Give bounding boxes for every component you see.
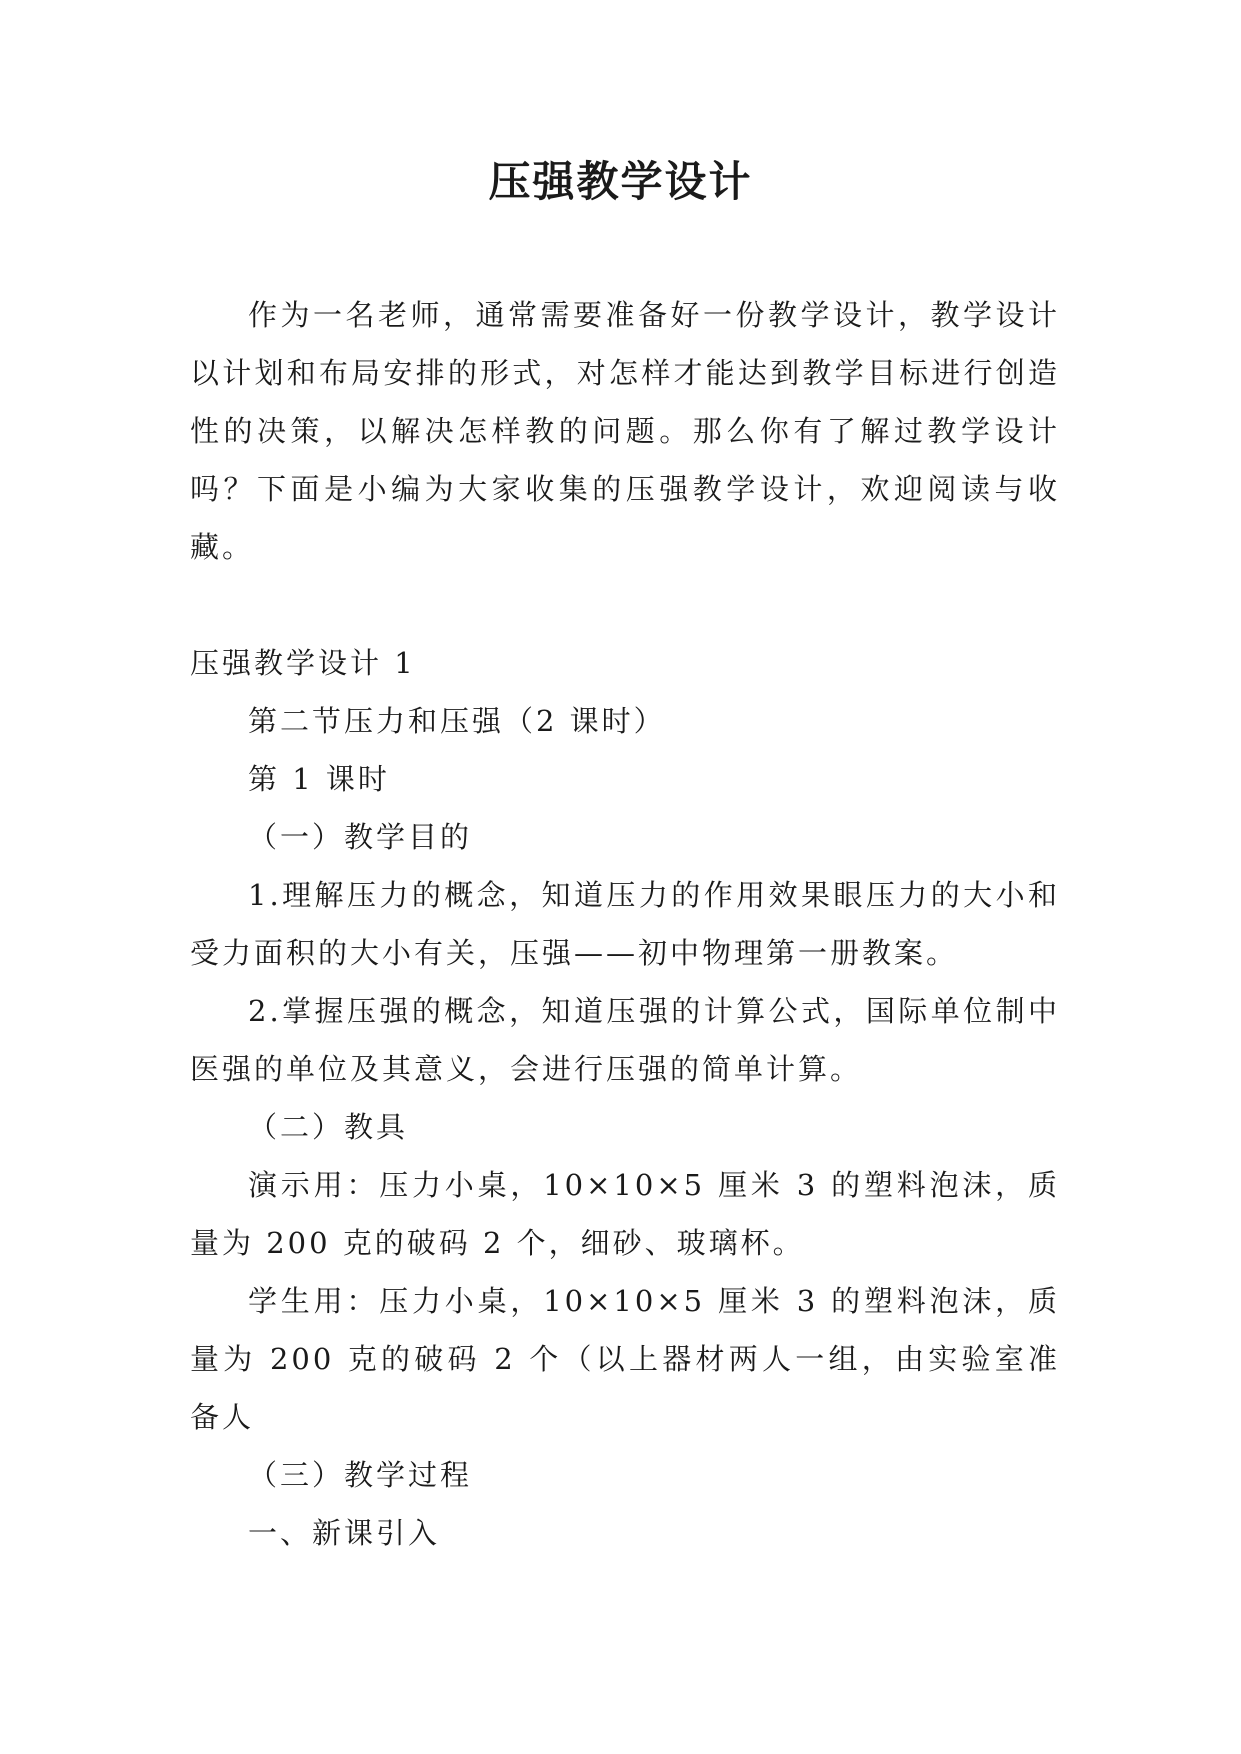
lesson-title: 第二节压力和压强（2 课时） <box>248 704 666 738</box>
document-body <box>190 286 1060 1562</box>
objectives-heading: （一）教学目的 <box>248 820 473 854</box>
teaching-aids-heading: （二）教具 <box>248 1110 409 1144</box>
demo-equipment: 演示用：压力小桌，10×10×5 厘米 3 的塑料泡沫，质量为 200 克的破码 2 个，细砂、玻璃杯。 <box>190 1168 1060 1260</box>
student-equipment: 学生用：压力小桌，10×10×5 厘米 3 的塑料泡沫，质量为 200 克的破码 2 个（以上器材两人一组，由实验室准备人 <box>190 1284 1060 1434</box>
process-heading: （三）教学过程 <box>248 1458 473 1492</box>
lesson-period: 第 1 课时 <box>248 762 390 796</box>
intro-paragraph: 作为一名老师，通常需要准备好一份教学设计，教学设计以计划和布局安排的形式，对怎样才能达到教学目标进行创造性的决策，以解决怎样教的问题。那么你有了解过教学设计吗？下面是小编为大家收集的压强教学设计，欢迎阅读与收藏。 <box>190 298 1060 564</box>
new-lesson-intro: 一、新课引入 <box>248 1516 441 1550</box>
objective-item-2: 2.掌握压强的概念，知道压强的计算公式，国际单位制中医强的单位及其意义，会进行压强的简单计算。 <box>190 994 1060 1086</box>
section-heading: 压强教学设计 1 <box>190 646 416 680</box>
document-title: 压强教学设计 <box>488 157 753 206</box>
objective-item-1: 1.理解压力的概念，知道压力的作用效果眼压力的大小和受力面积的大小有关，压强——初中物理第一册教案。 <box>190 878 1060 970</box>
spacer <box>190 576 1060 634</box>
